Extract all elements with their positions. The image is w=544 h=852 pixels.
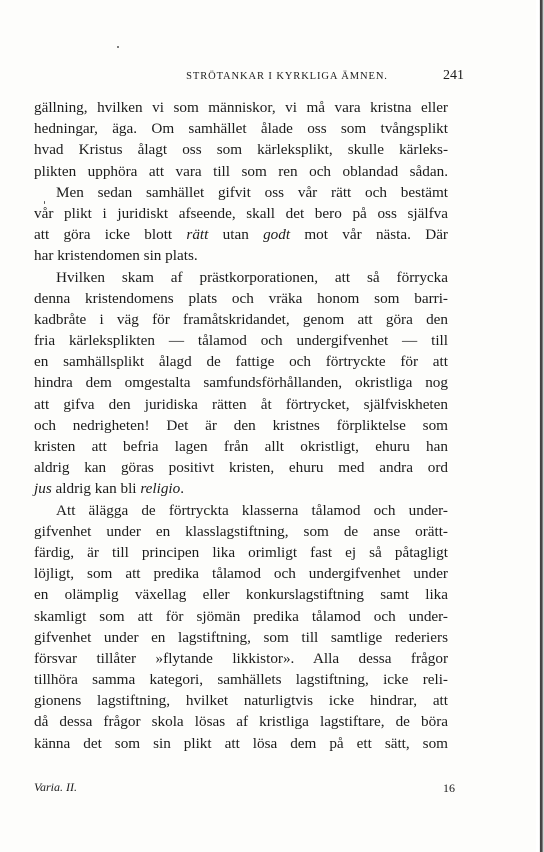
text-line: hedningar, äga. Om samhället ålade oss som tvångsplikt [34,120,448,138]
text-line [34,478,448,499]
text-line: har kristendomen sin plats. [34,247,198,265]
text-line: hvad Kristus ålagt oss som kärleksplikt, skulle kärleks- [34,141,448,159]
text-line: gionens lagstiftning, hvilket naturligtvis icke hindrar, att [34,692,448,710]
text-line: en samhällsplikt ålagd de fattige och förtryckte för att [34,353,448,371]
text-line: att gifva den juridiska rätten åt förtrycket, själfviskheten [34,395,448,413]
emphasis-word: godt [263,226,291,244]
text-line: kristen att befria lagen från allt okristligt, ehuru han [34,438,448,455]
text-line: en olämplig växellag eller konkurslagstiftning samt lika [34,586,448,604]
page-edge-shadow [536,0,544,852]
signature-mark: Varia. II. [34,780,77,794]
text-line: gifvenhet under en klasslagstiftning, som de anse orätt- [34,522,448,540]
text-line: skamligt som att för sjömän predika tålamod och under- [34,607,448,625]
text-line: Att älägga de förtryckta klasserna tålamod och under- [56,501,448,519]
text-line: och nedrigheten! Det är den kristnes förpliktelse som [34,416,448,434]
text-line: löjligt, som att predika tålamod och undergifvenhet under [34,565,448,583]
text-line: denna kristendomens plats och vräka honom som barri- [34,289,448,307]
text-line: gällning, hvilken vi som människor, vi må vara kristna eller [34,99,448,116]
text-line: vår plikt i juridiskt afseende, skall det bero på oss själfva [34,204,448,222]
text-line: färdig, är till principen lika orimligt fast ej så påtagligt [34,543,448,561]
text-line: då dessa frågor skola lösas af kristliga lagstiftare, de böra [34,713,448,731]
text-line: hindra dem omgestalta samfundsförhållanden, okristliga nog [34,374,448,392]
text-run: . [180,480,185,498]
text-line [34,224,448,245]
text-line: Men sedan samhället gifvit oss vår rätt och bestämt [56,183,448,201]
print-speck [117,46,119,48]
text-run: aldrig kan bli [51,480,141,498]
text-line: fria kärleksplikten — tålamod och undergifvenhet — till [34,332,448,350]
text-run: mot vår nästa. Där [290,226,448,244]
emphasis-word: jus [34,480,52,498]
text-line: aldrig kan göras positivt kristen, ehuru med andra ord [34,459,448,477]
text-line: tillhöra samma kategori, samhällets lagstiftning, icke reli- [34,671,448,689]
text-run: utan [208,226,264,244]
text-line: försvar tillåter »flytande likkistor». Alla dessa frågor [34,649,448,667]
emphasis-word: rätt [186,226,209,244]
text-line: känna det som sin plikt att lösa dem på ett sätt, som [34,734,448,752]
page-number: 241 [443,68,464,83]
body-text [34,97,448,754]
running-head: STRÖTANKAR I KYRKLIGA ÄMNEN. [186,71,388,82]
text-line: plikten upphöra att vara till som ren och oblandad sådan. [34,162,448,180]
text-line: gifvenhet under en lagstiftning, som till samtlige rederiers [34,628,448,646]
emphasis-word: religio [140,480,181,498]
text-line: Hvilken skam af prästkorporationen, att så förrycka [56,268,448,286]
text-run: att göra icke blott [34,226,187,244]
sheet-number: 16 [443,781,455,795]
text-line: kadbråte i väg för framåtskridandet, genom att göra den [34,310,448,328]
